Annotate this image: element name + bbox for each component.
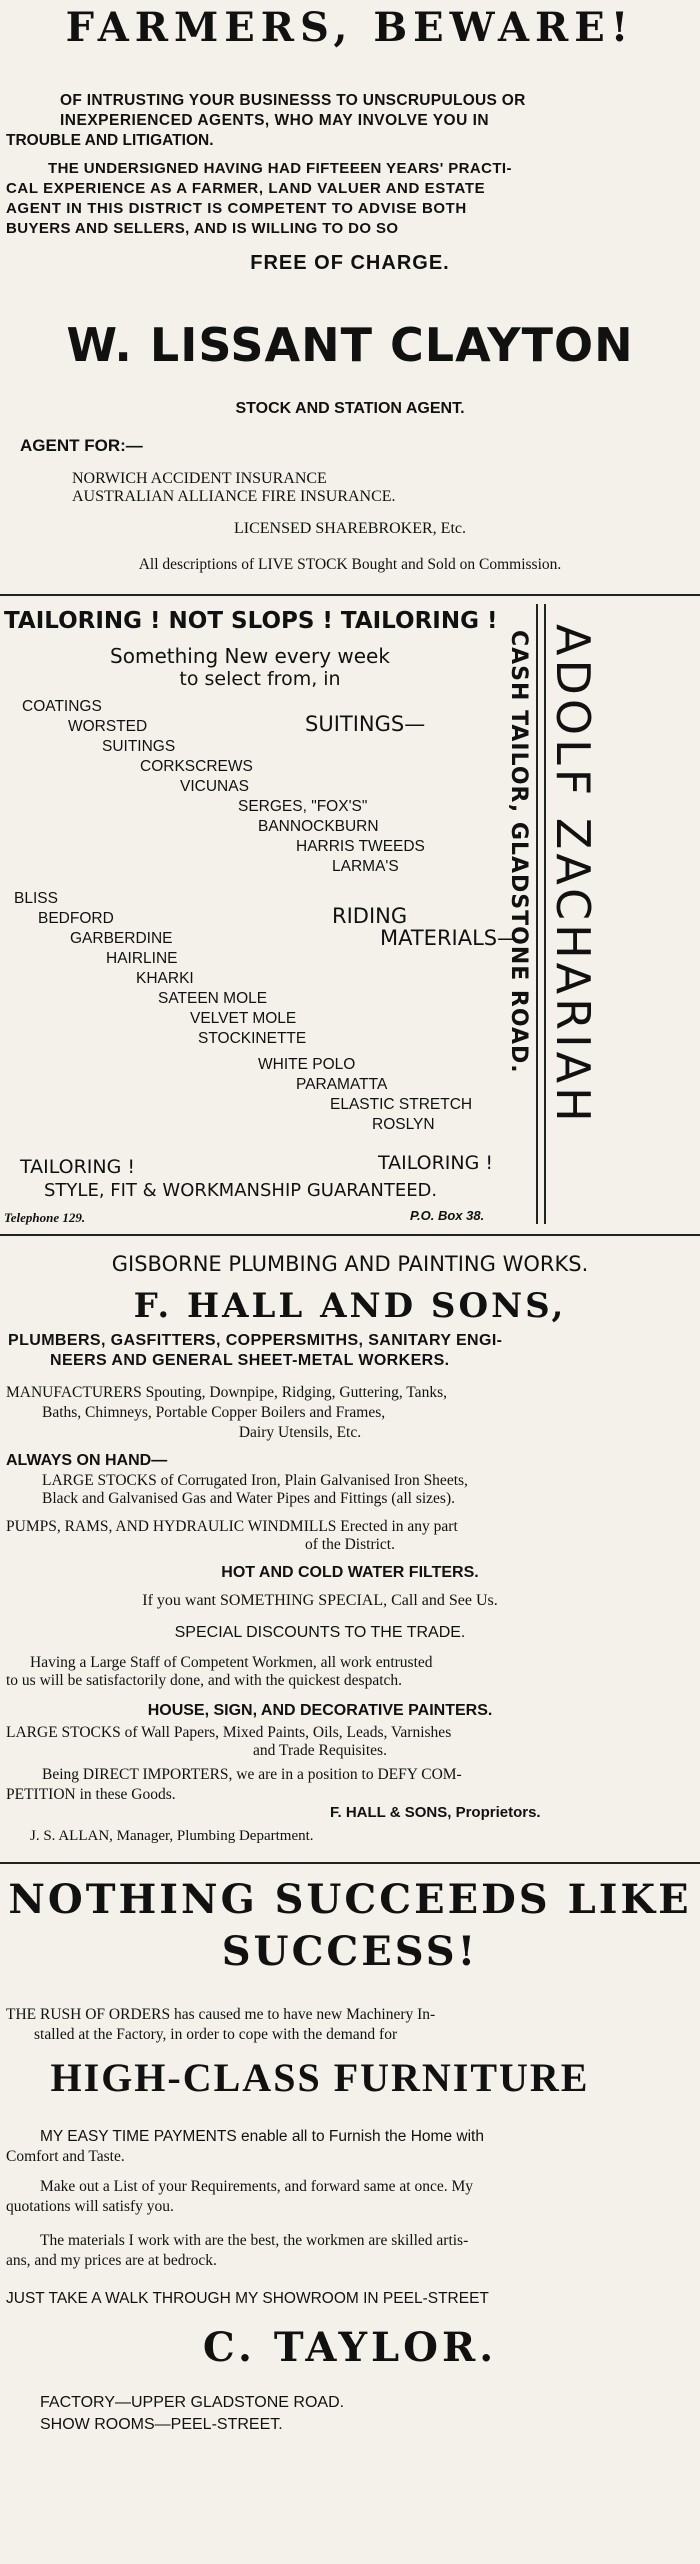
furniture-ad xyxy=(0,1866,700,2564)
always-on-hand: ALWAYS ON HAND— xyxy=(6,1452,168,1469)
painters: HOUSE, SIGN, AND DECORATIVE PAINTERS. xyxy=(147,1702,493,1719)
fabric-item: WORSTED xyxy=(68,718,148,735)
trades: NEERS AND GENERAL SHEET-METAL WORKERS. xyxy=(50,1352,450,1369)
trades: PLUMBERS, GASFITTERS, COPPERSMITHS, SANITARY ENGI- xyxy=(8,1332,503,1349)
fabric-item: SATEEN MOLE xyxy=(158,990,268,1007)
success-headline: NOTHING SUCCEEDS LIKE xyxy=(8,1876,692,1923)
guarantee: STYLE, FIT & WORKMANSHIP GUARANTEED. xyxy=(44,1180,438,1201)
rush-line: stalled at the Factory, in order to cope with the demand for xyxy=(34,2026,398,2043)
manufacturers: MANUFACTURERS Spouting, Downpipe, Ridging, Guttering, Tanks, xyxy=(6,1384,447,1401)
divider xyxy=(0,1234,700,1236)
paints-line: LARGE STOCKS of Wall Papers, Mixed Paints, Oils, Leads, Varnishes xyxy=(6,1724,452,1741)
tailoring-sub: Something New every week xyxy=(110,644,390,668)
fabric-heading: MATERIALS— xyxy=(380,926,519,950)
farmers-beware-ad xyxy=(0,0,700,590)
fabric-item: SUITINGS xyxy=(102,738,176,755)
column-border xyxy=(536,604,546,1224)
experience-line: THE UNDERSIGNED HAVING HAD FIFTEEEN YEARS' PRACTI- xyxy=(48,160,512,177)
divider xyxy=(0,594,700,596)
materials-line: The materials I work with are the best, the workmen are skilled artis- xyxy=(40,2232,469,2249)
fabric-heading: SUITINGS— xyxy=(305,712,426,736)
fabric-item: PARAMATTA xyxy=(296,1076,388,1093)
paints-line: and Trade Requisites. xyxy=(253,1742,387,1759)
stock-line: Black and Galvanised Gas and Water Pipes and Fittings (all sizes). xyxy=(42,1490,455,1507)
showroom-line: SHOW ROOMS—PEEL-STREET. xyxy=(40,2416,283,2433)
fabric-item: STOCKINETTE xyxy=(198,1030,307,1047)
fabric-item: SERGES, "FOX'S" xyxy=(238,798,368,815)
importers-line: Being DIRECT IMPORTERS, we are in a position to DEFY COM- xyxy=(42,1766,462,1783)
sharebroker: LICENSED SHAREBROKER, Etc. xyxy=(234,520,466,537)
filters: HOT AND COLD WATER FILTERS. xyxy=(221,1564,479,1581)
list-line: Make out a List of your Requirements, and forward same at once. My xyxy=(40,2178,474,2195)
rush-line: THE RUSH OF ORDERS has caused me to have new Machinery In- xyxy=(6,2006,436,2023)
manager: J. S. ALLAN, Manager, Plumbing Department. xyxy=(30,1828,314,1844)
taylor-name: C. TAYLOR. xyxy=(202,2324,498,2371)
staff-line: Having a Large Staff of Competent Workmen, all work entrusted xyxy=(30,1654,433,1671)
agent-role: STOCK AND STATION AGENT. xyxy=(235,400,465,417)
importers-line: PETITION in these Goods. xyxy=(6,1786,176,1803)
livestock-note: All descriptions of LIVE STOCK Bought and Sold on Commission. xyxy=(138,556,562,573)
fabric-item: BANNOCKBURN xyxy=(258,818,379,835)
materials-line: ans, and my prices are at bedrock. xyxy=(6,2252,217,2269)
tailoring-headline: TAILORING ! NOT SLOPS ! TAILORING ! xyxy=(4,608,498,634)
po-box: P.O. Box 38. xyxy=(410,1208,485,1223)
tailoring-ad xyxy=(0,600,700,1230)
list-line: quotations will satisfy you. xyxy=(6,2198,174,2215)
firm-name: F. HALL AND SONS, xyxy=(133,1286,567,1326)
experience-line: AGENT IN THIS DISTRICT IS COMPETENT TO ADVISE BOTH xyxy=(6,200,467,217)
fabric-item: COATINGS xyxy=(22,698,102,715)
staff-line: to us will be satisfactorily done, and with the quickest despatch. xyxy=(6,1672,403,1689)
agency-item: NORWICH ACCIDENT INSURANCE xyxy=(72,470,327,487)
experience-line: CAL EXPERIENCE AS A FARMER, LAND VALUER AND ESTATE xyxy=(6,180,486,197)
proprietors: F. HALL & SONS, Proprietors. xyxy=(330,1804,541,1821)
agency-item: AUSTRALIAN ALLIANCE FIRE INSURANCE. xyxy=(72,488,396,505)
fabric-item: HARRIS TWEEDS xyxy=(296,838,425,855)
fabric-item: ELASTIC STRETCH xyxy=(330,1096,473,1113)
agent-for-label: AGENT FOR:— xyxy=(20,436,143,455)
fabric-item: KHARKI xyxy=(136,970,194,987)
free-of-charge: FREE OF CHARGE. xyxy=(250,252,450,274)
tailoring-footer: TAILORING ! xyxy=(20,1156,135,1178)
warning-line: OF INTRUSTING YOUR BUSINESSS TO UNSCRUPULOUS OR xyxy=(60,92,526,109)
fabric-item: VICUNAS xyxy=(180,778,249,795)
pumps-line: PUMPS, RAMS, AND HYDRAULIC WINDMILLS Erected in any part xyxy=(6,1518,458,1535)
agent-name: W. LISSANT CLAYTON xyxy=(66,318,634,372)
experience-line: BUYERS AND SELLERS, AND IS WILLING TO DO SO xyxy=(6,220,399,237)
walk-line: JUST TAKE A WALK THROUGH MY SHOWROOM IN PEEL-STREET xyxy=(6,2290,489,2307)
fabric-item: VELVET MOLE xyxy=(190,1010,297,1027)
factory-line: FACTORY—UPPER GLADSTONE ROAD. xyxy=(40,2394,345,2411)
tailoring-footer: TAILORING ! xyxy=(378,1152,493,1174)
plumbing-ad xyxy=(0,1238,700,1858)
discounts: SPECIAL DISCOUNTS TO THE TRADE. xyxy=(174,1624,466,1641)
headline: FARMERS, BEWARE! xyxy=(65,4,635,51)
tailoring-sub: to select from, in xyxy=(179,668,341,690)
fabric-item: ROSLYN xyxy=(372,1116,435,1133)
fabric-item: LARMA'S xyxy=(332,858,399,875)
fabric-item: HAIRLINE xyxy=(106,950,178,967)
telephone: Telephone 129. xyxy=(4,1210,86,1225)
fabric-heading: RIDING xyxy=(332,904,408,928)
special: If you want SOMETHING SPECIAL, Call and See Us. xyxy=(142,1592,498,1609)
works-title: GISBORNE PLUMBING AND PAINTING WORKS. xyxy=(111,1252,589,1276)
fabric-item: GARBERDINE xyxy=(70,930,173,947)
divider xyxy=(0,1862,700,1864)
fabric-item: BEDFORD xyxy=(38,910,114,927)
success-headline: SUCCESS! xyxy=(221,1928,479,1975)
stock-line: LARGE STOCKS of Corrugated Iron, Plain Galvanised Iron Sheets, xyxy=(42,1472,468,1489)
high-class-furniture: HIGH-CLASS FURNITURE xyxy=(50,2055,590,2100)
pumps-line: of the District. xyxy=(305,1536,395,1553)
manufacturers: Dairy Utensils, Etc. xyxy=(238,1424,362,1441)
adolf-zachariah-name: ADOLF ZACHARIAH xyxy=(546,624,600,1126)
fabric-item: WHITE POLO xyxy=(258,1056,356,1073)
cash-tailor-address: CASH TAILOR, GLADSTONE ROAD. xyxy=(506,630,531,1074)
easy-payments: MY EASY TIME PAYMENTS enable all to Furnish the Home with xyxy=(40,2128,484,2145)
fabric-item: CORKSCREWS xyxy=(140,758,253,775)
manufacturers: Baths, Chimneys, Portable Copper Boilers and Frames, xyxy=(42,1404,386,1421)
easy-payments: Comfort and Taste. xyxy=(6,2148,125,2165)
warning-line: INEXPERIENCED AGENTS, WHO MAY INVOLVE YOU IN xyxy=(60,112,490,129)
fabric-item: BLISS xyxy=(14,890,58,907)
warning-line: TROUBLE AND LITIGATION. xyxy=(6,132,214,149)
